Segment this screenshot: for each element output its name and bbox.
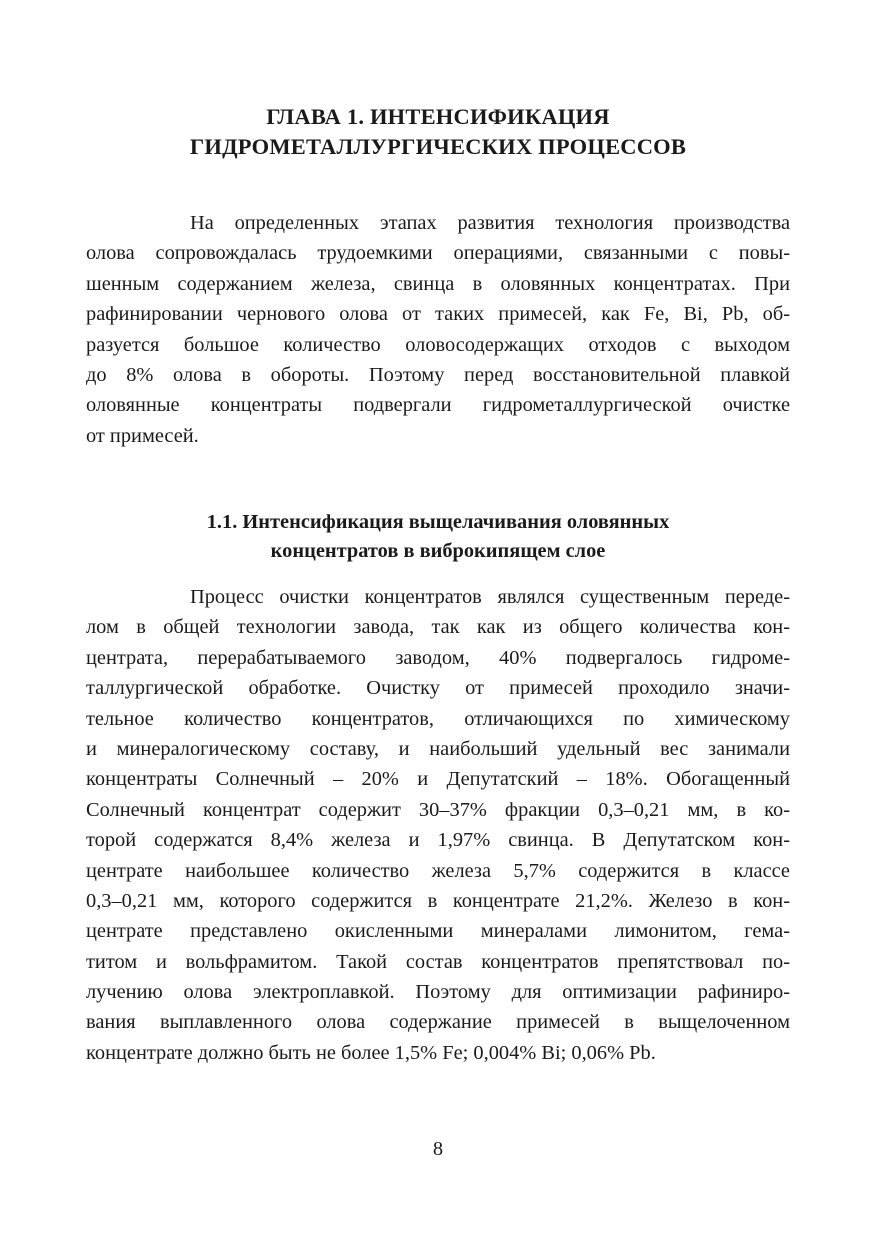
- intro-line-4: рафинировании чернового олова от таких примесей, как Fe, Bi, Pb, об-: [86, 303, 790, 326]
- body-line-4: таллургической обработке. Очистку от примесей проходило значи-: [86, 677, 790, 700]
- intro-paragraph: [86, 208, 790, 451]
- body-line-15: вания выплавленного олова содержание примесей в выщелоченном: [86, 1011, 790, 1034]
- intro-line-5: разуется большое количество оловосодержащих отходов с выходом: [86, 333, 790, 356]
- body-line-3: центрата, перерабатываемого заводом, 40% подвергалось гидроме-: [86, 646, 790, 669]
- body-line-1: Процесс очистки концентратов являлся существенным переде-: [190, 586, 790, 608]
- intro-line-7: оловянные концентраты подвергали гидрометаллургической очистке: [86, 394, 790, 417]
- body-line-13: титом и вольфрамитом. Такой состав концентратов препятствовал по-: [86, 950, 790, 973]
- body-line-12: центрате представлено окисленными минералами лимонитом, гема-: [86, 920, 790, 943]
- body-line-11: 0,3–0,21 мм, которого содержится в концентрате 21,2%. Железо в кон-: [86, 889, 790, 912]
- section-title-line-2: концентратов в виброкипящем слое: [270, 540, 606, 562]
- body-paragraph: [86, 582, 790, 1068]
- body-line-10: центрате наибольшее количество железа 5,7% содержится в классе: [86, 859, 790, 882]
- chapter-title-line-2: ГИДРОМЕТАЛЛУРГИЧЕСКИХ ПРОЦЕССОВ: [189, 134, 687, 159]
- body-line-6: и минералогическому составу, и наибольший удельный вес занимали: [86, 737, 790, 760]
- body-line-14: лучению олова электроплавкой. Поэтому для оптимизации рафиниро-: [86, 981, 790, 1004]
- section-title: [86, 508, 790, 566]
- body-line-7: концентраты Солнечный – 20% и Депутатский – 18%. Обогащенный: [86, 768, 790, 791]
- body-line-2: лом в общей технологии завода, так как из общего количества кон-: [86, 616, 790, 639]
- body-line-16: концентрате должно быть не более 1,5% Fe; 0,004% Bi; 0,06% Pb.: [86, 1041, 656, 1064]
- body-line-5: тельное количество концентратов, отличающихся по химическому: [86, 707, 790, 730]
- chapter-title: [86, 102, 790, 162]
- intro-line-6: до 8% олова в обороты. Поэтому перед восстановительной плавкой: [86, 363, 790, 386]
- intro-line-8: от примесей.: [86, 424, 199, 447]
- intro-line-2: олова сопровождалась трудоемкими операциями, связанными с повы-: [86, 242, 790, 265]
- body-line-8: Солнечный концентрат содержит 30–37% фракции 0,3–0,21 мм, в ко-: [86, 798, 790, 821]
- intro-line-1: На определенных этапах развития технология производства: [190, 212, 790, 234]
- body-line-9: торой содержатся 8,4% железа и 1,97% свинца. В Депутатском кон-: [86, 829, 790, 852]
- intro-line-3: шенным содержанием железа, свинца в оловянных концентратах. При: [86, 272, 790, 295]
- chapter-title-line-1: ГЛАВА 1. ИНТЕНСИФИКАЦИЯ: [266, 104, 610, 129]
- section-title-line-1: 1.1. Интенсификация выщелачивания оловянных: [206, 511, 670, 533]
- page-number: 8: [432, 1138, 444, 1160]
